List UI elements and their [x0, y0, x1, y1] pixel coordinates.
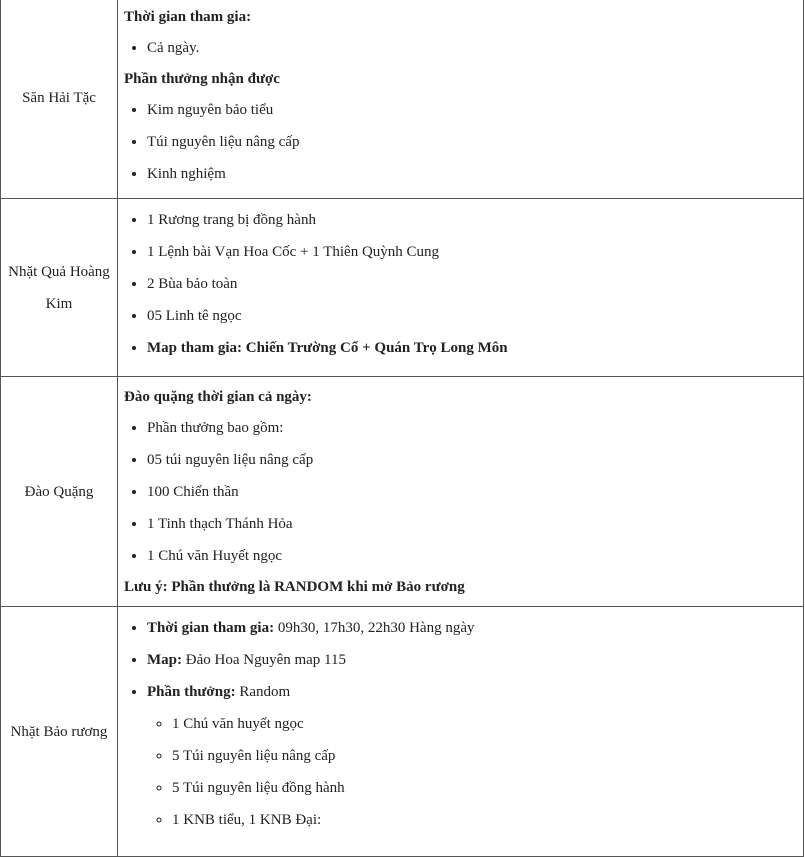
time-label: Thời gian tham gia: — [147, 620, 275, 636]
sub-list-item: ◦ 5 Túi nguyên liệu nâng cấp — [172, 740, 797, 772]
reward-label: Phần thưởng: — [147, 684, 236, 700]
reward-list — [124, 412, 797, 572]
event-name: Nhặt Bảo rương — [1, 607, 118, 857]
sub-list-item: ◦ 1 KNB tiểu, 1 KNB Đại: — [172, 804, 797, 836]
list-item — [147, 332, 797, 364]
map-label: Map: — [147, 652, 182, 668]
list-item: • Túi nguyên liệu nâng cấp — [147, 126, 797, 158]
list-item — [147, 676, 797, 836]
list-item: • Kinh nghiệm — [147, 158, 797, 190]
sub-list-item: ◦ 5 Túi nguyên liệu đồng hành — [172, 772, 797, 804]
note-text: Lưu ý: Phần thưởng là RANDOM khi mở Bảo rương — [124, 579, 465, 595]
event-details — [118, 377, 804, 607]
list-item: • 1 Chú văn Huyết ngọc — [147, 540, 797, 572]
map-value: Đảo Hoa Nguyên map 115 — [182, 652, 346, 668]
event-details — [118, 0, 804, 199]
sub-list-item: ◦ 1 Chú văn huyết ngọc — [172, 708, 797, 740]
list-item: • 100 Chiến thần — [147, 476, 797, 508]
table-row — [1, 607, 804, 857]
event-name: Đào Quặng — [1, 377, 118, 607]
list-item: • 1 Lệnh bài Vạn Hoa Cốc + 1 Thiên Quỳnh Cung — [147, 236, 797, 268]
section-heading: Đào quặng thời gian cả ngày: — [124, 389, 312, 405]
table-row — [1, 199, 804, 377]
event-details — [118, 607, 804, 857]
time-heading: Thời gian tham gia: — [124, 9, 252, 25]
list-item — [147, 612, 797, 644]
reward-list — [124, 204, 797, 364]
list-item: • 2 Bùa bảo toàn — [147, 268, 797, 300]
event-details — [118, 199, 804, 377]
reward-list — [124, 94, 797, 190]
event-name: Nhặt Quả Hoàng Kim — [1, 199, 118, 377]
event-name: Săn Hải Tặc — [1, 0, 118, 199]
list-item — [147, 644, 797, 676]
reward-sublist — [147, 708, 797, 836]
table-row — [1, 0, 804, 199]
time-list — [124, 32, 797, 64]
table-row — [1, 377, 804, 607]
list-item: • Phần thưởng bao gồm: — [147, 412, 797, 444]
list-item: • Cả ngày. — [147, 32, 797, 64]
list-item: • 05 Linh tê ngọc — [147, 300, 797, 332]
list-item: • 1 Tinh thạch Thánh Hỏa — [147, 508, 797, 540]
map-text: Map tham gia: Chiến Trường Cổ + Quán Trọ Long Môn — [147, 340, 508, 356]
reward-value: Random — [235, 684, 291, 700]
list-item: • 1 Rương trang bị đồng hành — [147, 204, 797, 236]
reward-heading: Phần thưởng nhận được — [124, 71, 280, 87]
info-list — [124, 612, 797, 836]
list-item: • 05 túi nguyên liệu nâng cấp — [147, 444, 797, 476]
time-value: 09h30, 17h30, 22h30 Hàng ngày — [274, 620, 475, 636]
list-item: • Kim nguyên bảo tiểu — [147, 94, 797, 126]
